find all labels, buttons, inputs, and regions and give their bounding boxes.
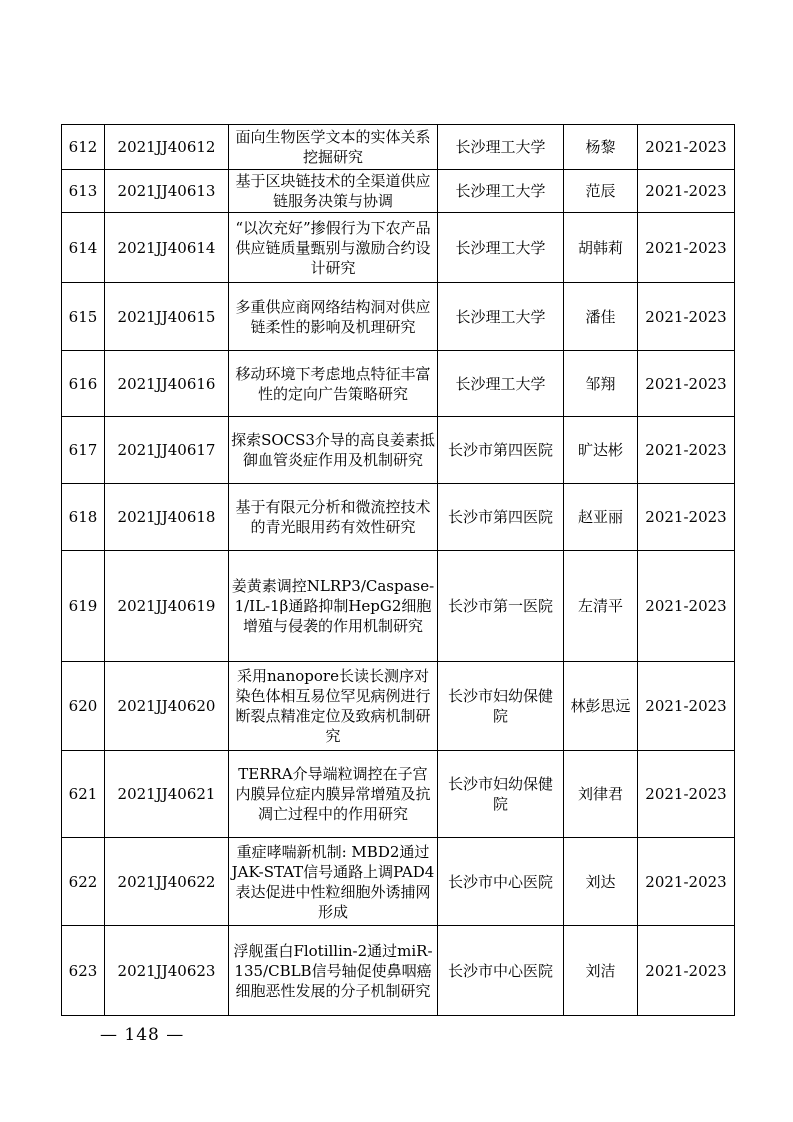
table-row: [62, 662, 735, 751]
row-number: 619: [62, 551, 105, 662]
project-code: 2021JJ40613: [105, 170, 229, 213]
institution: 长沙市第四医院: [438, 417, 564, 484]
table-row: [62, 926, 735, 1016]
project-code: 2021JJ40620: [105, 662, 229, 751]
project-code: 2021JJ40621: [105, 751, 229, 838]
table-row: [62, 213, 735, 283]
project-title: 采用nanopore长读长测序对染色体相互易位罕见病例进行断裂点精准定位及致病机制研究: [229, 662, 438, 751]
row-number: 618: [62, 484, 105, 551]
row-number: 622: [62, 838, 105, 926]
institution: 长沙市中心医院: [438, 926, 564, 1016]
project-leader: 林彭思远: [564, 662, 638, 751]
row-number: 615: [62, 283, 105, 351]
row-number: 620: [62, 662, 105, 751]
page-number: — 148 —: [100, 1025, 185, 1045]
project-period: 2021-2023: [638, 125, 735, 170]
project-leader: 赵亚丽: [564, 484, 638, 551]
row-number: 621: [62, 751, 105, 838]
table-row: [62, 125, 735, 170]
table-row: [62, 170, 735, 213]
project-period: 2021-2023: [638, 551, 735, 662]
project-leader: 范辰: [564, 170, 638, 213]
project-period: 2021-2023: [638, 213, 735, 283]
project-period: 2021-2023: [638, 351, 735, 417]
table-row: [62, 283, 735, 351]
project-code: 2021JJ40623: [105, 926, 229, 1016]
project-title: 姜黄素调控NLRP3/Caspase-1/IL-1β通路抑制HepG2细胞增殖与侵袭的作用机制研究: [229, 551, 438, 662]
project-leader: 刘洁: [564, 926, 638, 1016]
project-code: 2021JJ40616: [105, 351, 229, 417]
project-title: 重症哮喘新机制: MBD2通过JAK-STAT信号通路上调PAD4表达促进中性粒细胞外诱捕网形成: [229, 838, 438, 926]
project-table: [61, 124, 735, 1016]
project-period: 2021-2023: [638, 751, 735, 838]
institution: 长沙市第一医院: [438, 551, 564, 662]
institution: 长沙市妇幼保健院: [438, 751, 564, 838]
table-row: [62, 351, 735, 417]
table-row: [62, 417, 735, 484]
project-leader: 刘达: [564, 838, 638, 926]
institution: 长沙市第四医院: [438, 484, 564, 551]
project-title: 多重供应商网络结构洞对供应链柔性的影响及机理研究: [229, 283, 438, 351]
table-row: [62, 484, 735, 551]
row-number: 612: [62, 125, 105, 170]
institution: 长沙理工大学: [438, 283, 564, 351]
institution: 长沙理工大学: [438, 351, 564, 417]
institution: 长沙理工大学: [438, 213, 564, 283]
project-title: 探索SOCS3介导的高良姜素抵御血管炎症作用及机制研究: [229, 417, 438, 484]
project-period: 2021-2023: [638, 926, 735, 1016]
project-period: 2021-2023: [638, 838, 735, 926]
project-title: 基于区块链技术的全渠道供应链服务决策与协调: [229, 170, 438, 213]
project-title: 基于有限元分析和微流控技术的青光眼用药有效性研究: [229, 484, 438, 551]
project-leader: 潘佳: [564, 283, 638, 351]
project-leader: 左清平: [564, 551, 638, 662]
project-code: 2021JJ40614: [105, 213, 229, 283]
institution: 长沙理工大学: [438, 125, 564, 170]
project-code: 2021JJ40619: [105, 551, 229, 662]
project-code: 2021JJ40622: [105, 838, 229, 926]
table-row: [62, 751, 735, 838]
row-number: 614: [62, 213, 105, 283]
project-leader: 邹翔: [564, 351, 638, 417]
institution: 长沙市妇幼保健院: [438, 662, 564, 751]
project-period: 2021-2023: [638, 662, 735, 751]
project-title: 移动环境下考虑地点特征丰富性的定向广告策略研究: [229, 351, 438, 417]
table-row: [62, 551, 735, 662]
project-leader: 胡韩莉: [564, 213, 638, 283]
row-number: 613: [62, 170, 105, 213]
project-code: 2021JJ40612: [105, 125, 229, 170]
project-code: 2021JJ40618: [105, 484, 229, 551]
row-number: 623: [62, 926, 105, 1016]
project-title: 浮舰蛋白Flotillin-2通过miR-135/CBLB信号轴促使鼻咽癌细胞恶性发展的分子机制研究: [229, 926, 438, 1016]
project-title: TERRA介导端粒调控在子宫内膜异位症内膜异常增殖及抗凋亡过程中的作用研究: [229, 751, 438, 838]
institution: 长沙市中心医院: [438, 838, 564, 926]
row-number: 617: [62, 417, 105, 484]
row-number: 616: [62, 351, 105, 417]
project-period: 2021-2023: [638, 283, 735, 351]
project-leader: 刘律君: [564, 751, 638, 838]
project-title: 面向生物医学文本的实体关系挖掘研究: [229, 125, 438, 170]
project-code: 2021JJ40617: [105, 417, 229, 484]
project-period: 2021-2023: [638, 484, 735, 551]
project-code: 2021JJ40615: [105, 283, 229, 351]
table-row: [62, 838, 735, 926]
project-leader: 杨黎: [564, 125, 638, 170]
project-leader: 旷达彬: [564, 417, 638, 484]
institution: 长沙理工大学: [438, 170, 564, 213]
project-title: “以次充好”掺假行为下农产品供应链质量甄别与激励合约设计研究: [229, 213, 438, 283]
project-period: 2021-2023: [638, 170, 735, 213]
project-period: 2021-2023: [638, 417, 735, 484]
